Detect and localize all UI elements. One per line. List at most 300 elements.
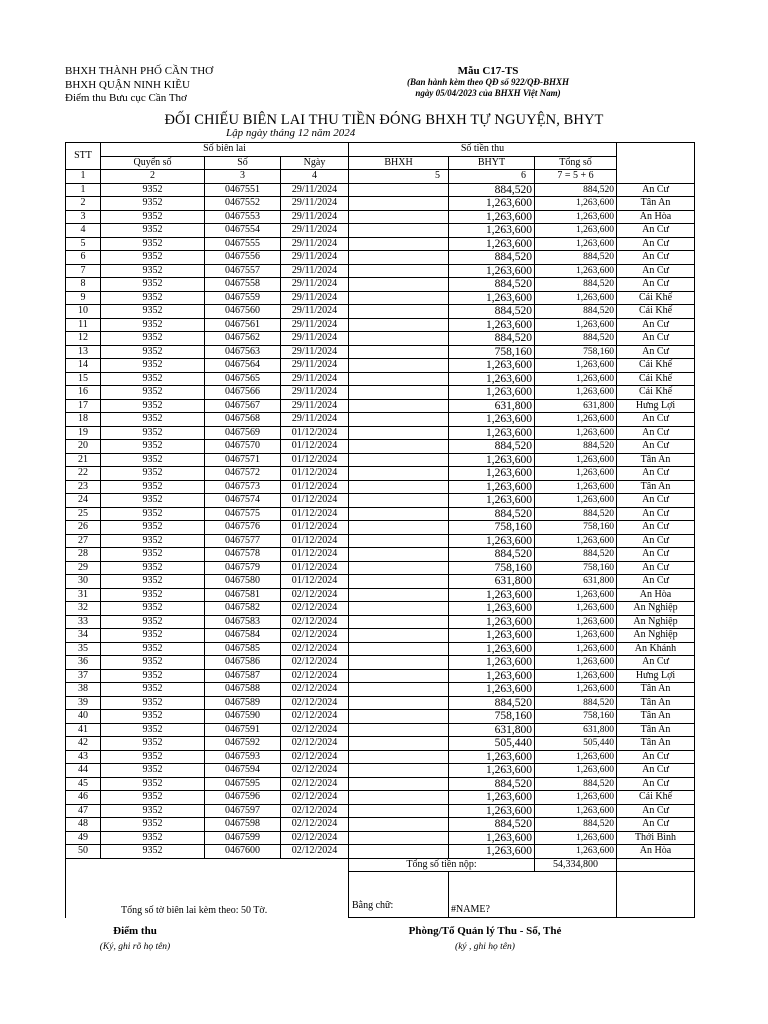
row-tong-so: 1,263,600 (535, 237, 617, 251)
row-dia-chi: An Cư (617, 251, 695, 265)
row-ngay: 01/12/2024 (281, 548, 349, 562)
table-row (66, 791, 695, 805)
table-row (66, 359, 695, 373)
row-bhxh (349, 561, 449, 575)
row-so: 0467551 (205, 183, 281, 197)
row-quyen-so: 9352 (101, 251, 205, 265)
row-ngay: 02/12/2024 (281, 656, 349, 670)
row-tong-so: 1,263,600 (535, 197, 617, 211)
row-dia-chi: An Cư (617, 332, 695, 346)
table-row (66, 183, 695, 197)
col-header-so-bien-lai: Số biên lai (101, 143, 349, 157)
row-stt: 36 (66, 656, 101, 670)
table-row (66, 480, 695, 494)
row-so: 0467575 (205, 507, 281, 521)
row-bhxh (349, 804, 449, 818)
page-title: ĐỐI CHIẾU BIÊN LAI THU TIỀN ĐÓNG BHXH TỰ NGUYỆN, BHYT (164, 112, 604, 128)
table-row (66, 723, 695, 737)
row-stt: 48 (66, 818, 101, 832)
row-ngay: 29/11/2024 (281, 318, 349, 332)
row-dia-chi: An Cư (617, 764, 695, 778)
table-row (66, 548, 695, 562)
row-bhyt: 1,263,600 (449, 750, 535, 764)
row-tong-so: 1,263,600 (535, 669, 617, 683)
row-dia-chi: An Cư (617, 318, 695, 332)
row-stt: 41 (66, 723, 101, 737)
row-ngay: 01/12/2024 (281, 426, 349, 440)
row-quyen-so: 9352 (101, 278, 205, 292)
row-stt: 42 (66, 737, 101, 751)
row-quyen-so: 9352 (101, 804, 205, 818)
row-stt: 17 (66, 399, 101, 413)
table-row (66, 629, 695, 643)
row-so: 0467574 (205, 494, 281, 508)
row-tong-so: 1,263,600 (535, 629, 617, 643)
row-bhxh (349, 845, 449, 859)
row-tong-so: 1,263,600 (535, 426, 617, 440)
row-quyen-so: 9352 (101, 818, 205, 832)
row-stt: 16 (66, 386, 101, 400)
row-stt: 46 (66, 791, 101, 805)
row-stt: 10 (66, 305, 101, 319)
table-row (66, 534, 695, 548)
row-tong-so: 1,263,600 (535, 683, 617, 697)
row-tong-so: 631,800 (535, 399, 617, 413)
row-stt: 43 (66, 750, 101, 764)
row-quyen-so: 9352 (101, 426, 205, 440)
row-bhyt: 884,520 (449, 183, 535, 197)
row-ngay: 01/12/2024 (281, 494, 349, 508)
row-stt: 20 (66, 440, 101, 454)
col-header-tong-so: Tổng số (535, 156, 617, 170)
table-row (66, 345, 695, 359)
row-stt: 13 (66, 345, 101, 359)
row-quyen-so: 9352 (101, 399, 205, 413)
row-bhxh (349, 278, 449, 292)
row-quyen-so: 9352 (101, 561, 205, 575)
row-so: 0467591 (205, 723, 281, 737)
row-ngay: 29/11/2024 (281, 291, 349, 305)
row-tong-so: 758,160 (535, 561, 617, 575)
row-stt: 40 (66, 710, 101, 724)
row-stt: 15 (66, 372, 101, 386)
row-stt: 23 (66, 480, 101, 494)
col-index-5: 5 (349, 170, 449, 184)
row-stt: 8 (66, 278, 101, 292)
row-quyen-so: 9352 (101, 845, 205, 859)
row-quyen-so: 9352 (101, 831, 205, 845)
row-bhyt: 1,263,600 (449, 426, 535, 440)
row-dia-chi: Cái Khế (617, 305, 695, 319)
row-dia-chi: An Cư (617, 534, 695, 548)
row-ngay: 29/11/2024 (281, 264, 349, 278)
row-so: 0467595 (205, 777, 281, 791)
row-bhyt: 1,263,600 (449, 615, 535, 629)
row-tong-so: 884,520 (535, 278, 617, 292)
table-row (66, 669, 695, 683)
row-quyen-so: 9352 (101, 453, 205, 467)
table-row (66, 413, 695, 427)
row-quyen-so: 9352 (101, 656, 205, 670)
row-stt: 25 (66, 507, 101, 521)
row-dia-chi: An Cư (617, 507, 695, 521)
row-quyen-so: 9352 (101, 615, 205, 629)
row-quyen-so: 9352 (101, 440, 205, 454)
row-dia-chi: An Cư (617, 183, 695, 197)
row-bhyt: 758,160 (449, 710, 535, 724)
row-bhxh (349, 831, 449, 845)
row-stt: 31 (66, 588, 101, 602)
row-quyen-so: 9352 (101, 507, 205, 521)
table-row (66, 764, 695, 778)
row-bhxh (349, 575, 449, 589)
row-dia-chi: Cái Khế (617, 386, 695, 400)
row-quyen-so: 9352 (101, 318, 205, 332)
row-stt: 29 (66, 561, 101, 575)
row-bhyt: 884,520 (449, 548, 535, 562)
row-bhxh (349, 737, 449, 751)
row-ngay: 01/12/2024 (281, 575, 349, 589)
org-header (65, 65, 213, 106)
row-so: 0467598 (205, 818, 281, 832)
row-bhxh (349, 183, 449, 197)
row-ngay: 29/11/2024 (281, 359, 349, 373)
amount-in-words-label: Bằng chữ: (352, 900, 394, 911)
row-ngay: 29/11/2024 (281, 197, 349, 211)
row-stt: 30 (66, 575, 101, 589)
row-dia-chi: Tân An (617, 480, 695, 494)
table-row (66, 750, 695, 764)
row-dia-chi: Tân An (617, 683, 695, 697)
table-row (66, 683, 695, 697)
row-bhxh (349, 399, 449, 413)
row-bhxh (349, 210, 449, 224)
row-quyen-so: 9352 (101, 494, 205, 508)
row-quyen-so: 9352 (101, 534, 205, 548)
signature-phong-quan-ly-title: Phòng/Tổ Quản lý Thu - Sổ, Thẻ (408, 925, 562, 937)
row-bhyt: 1,263,600 (449, 494, 535, 508)
row-tong-so: 884,520 (535, 548, 617, 562)
row-bhyt: 1,263,600 (449, 264, 535, 278)
col-header-dia-chi (617, 143, 695, 184)
row-tong-so: 1,263,600 (535, 480, 617, 494)
form-code-block (380, 66, 596, 99)
row-tong-so: 1,263,600 (535, 791, 617, 805)
row-so: 0467599 (205, 831, 281, 845)
signature-phong-quan-ly-note: (ký , ghi họ tên) (455, 942, 515, 952)
signature-phong-quan-ly (395, 925, 575, 952)
row-tong-so: 1,263,600 (535, 615, 617, 629)
col-index-7: 7 = 5 + 6 (535, 170, 617, 184)
row-ngay: 29/11/2024 (281, 251, 349, 265)
row-so: 0467578 (205, 548, 281, 562)
row-bhxh (349, 224, 449, 238)
row-so: 0467566 (205, 386, 281, 400)
row-bhyt: 884,520 (449, 507, 535, 521)
row-dia-chi: Tân An (617, 737, 695, 751)
row-quyen-so: 9352 (101, 467, 205, 481)
row-ngay: 29/11/2024 (281, 237, 349, 251)
page-subtitle: Lập ngày tháng 12 năm 2024 (226, 127, 356, 139)
row-bhxh (349, 237, 449, 251)
row-tong-so: 631,800 (535, 723, 617, 737)
row-tong-so: 1,263,600 (535, 602, 617, 616)
row-tong-so: 884,520 (535, 251, 617, 265)
row-dia-chi: Tân An (617, 710, 695, 724)
table-row (66, 467, 695, 481)
row-bhyt: 884,520 (449, 251, 535, 265)
attached-count-text: Tổng số tờ biên lai kèm theo: 50 Tờ. (121, 904, 268, 916)
row-bhyt: 1,263,600 (449, 791, 535, 805)
row-quyen-so: 9352 (101, 602, 205, 616)
row-so: 0467600 (205, 845, 281, 859)
row-tong-so: 1,263,600 (535, 588, 617, 602)
row-ngay: 29/11/2024 (281, 210, 349, 224)
row-ngay: 29/11/2024 (281, 332, 349, 346)
row-stt: 28 (66, 548, 101, 562)
row-so: 0467582 (205, 602, 281, 616)
col-index-3: 3 (205, 170, 281, 184)
row-stt: 18 (66, 413, 101, 427)
row-dia-chi: An Cư (617, 426, 695, 440)
row-so: 0467555 (205, 237, 281, 251)
row-bhyt: 758,160 (449, 345, 535, 359)
row-tong-so: 884,520 (535, 507, 617, 521)
row-bhxh (349, 440, 449, 454)
row-tong-so: 884,520 (535, 818, 617, 832)
row-bhyt: 1,263,600 (449, 642, 535, 656)
row-ngay: 02/12/2024 (281, 818, 349, 832)
row-so: 0467581 (205, 588, 281, 602)
org-line-2: BHXH QUẬN NINH KIỀU (65, 78, 190, 91)
row-dia-chi: An Cư (617, 345, 695, 359)
table-row (66, 278, 695, 292)
row-ngay: 01/12/2024 (281, 534, 349, 548)
row-quyen-so: 9352 (101, 588, 205, 602)
row-dia-chi: Cái Khế (617, 791, 695, 805)
row-so: 0467597 (205, 804, 281, 818)
row-so: 0467596 (205, 791, 281, 805)
row-dia-chi: An Cư (617, 575, 695, 589)
row-ngay: 01/12/2024 (281, 467, 349, 481)
table-row (66, 521, 695, 535)
row-ngay: 29/11/2024 (281, 372, 349, 386)
totals-extra (617, 858, 695, 872)
row-quyen-so: 9352 (101, 737, 205, 751)
row-ngay: 01/12/2024 (281, 507, 349, 521)
row-so: 0467592 (205, 737, 281, 751)
row-bhyt: 631,800 (449, 723, 535, 737)
row-bhyt: 1,263,600 (449, 480, 535, 494)
row-tong-so: 1,263,600 (535, 804, 617, 818)
row-dia-chi: An Cư (617, 777, 695, 791)
row-ngay: 02/12/2024 (281, 845, 349, 859)
row-ngay: 02/12/2024 (281, 777, 349, 791)
row-stt: 39 (66, 696, 101, 710)
row-dia-chi: An Cư (617, 224, 695, 238)
row-tong-so: 1,263,600 (535, 494, 617, 508)
row-tong-so: 884,520 (535, 440, 617, 454)
row-stt: 27 (66, 534, 101, 548)
row-so: 0467571 (205, 453, 281, 467)
row-so: 0467554 (205, 224, 281, 238)
table-row (66, 426, 695, 440)
row-dia-chi: An Cư (617, 494, 695, 508)
row-stt: 37 (66, 669, 101, 683)
row-tong-so: 1,263,600 (535, 386, 617, 400)
row-ngay: 02/12/2024 (281, 642, 349, 656)
row-dia-chi: Tân An (617, 696, 695, 710)
row-tong-so: 884,520 (535, 777, 617, 791)
row-tong-so: 1,263,600 (535, 764, 617, 778)
row-ngay: 01/12/2024 (281, 453, 349, 467)
row-stt: 38 (66, 683, 101, 697)
row-stt: 6 (66, 251, 101, 265)
row-dia-chi: An Hòa (617, 845, 695, 859)
row-stt: 26 (66, 521, 101, 535)
table-row (66, 777, 695, 791)
row-so: 0467587 (205, 669, 281, 683)
row-so: 0467584 (205, 629, 281, 643)
table-row (66, 845, 695, 859)
row-quyen-so: 9352 (101, 224, 205, 238)
row-so: 0467565 (205, 372, 281, 386)
totals-value: 54,334,800 (535, 858, 617, 872)
row-bhyt: 884,520 (449, 777, 535, 791)
row-dia-chi: Thới Bình (617, 831, 695, 845)
row-ngay: 29/11/2024 (281, 399, 349, 413)
row-bhxh (349, 197, 449, 211)
row-tong-so: 884,520 (535, 305, 617, 319)
col-header-so: Số (205, 156, 281, 170)
row-so: 0467573 (205, 480, 281, 494)
row-tong-so: 1,263,600 (535, 318, 617, 332)
row-stt: 14 (66, 359, 101, 373)
row-bhxh (349, 305, 449, 319)
row-so: 0467557 (205, 264, 281, 278)
row-tong-so: 631,800 (535, 575, 617, 589)
row-bhyt: 1,263,600 (449, 224, 535, 238)
row-so: 0467580 (205, 575, 281, 589)
row-bhxh (349, 777, 449, 791)
row-so: 0467572 (205, 467, 281, 481)
row-bhyt: 884,520 (449, 696, 535, 710)
col-index-2: 2 (101, 170, 205, 184)
amount-in-words-extra (617, 872, 695, 918)
row-so: 0467593 (205, 750, 281, 764)
form-code: Mẫu C17-TS (457, 65, 519, 77)
row-dia-chi: An Cư (617, 264, 695, 278)
row-bhyt: 1,263,600 (449, 210, 535, 224)
row-ngay: 02/12/2024 (281, 804, 349, 818)
row-dia-chi: Tân An (617, 723, 695, 737)
table-row (66, 332, 695, 346)
row-tong-so: 1,263,600 (535, 656, 617, 670)
table-row (66, 804, 695, 818)
row-dia-chi: An Nghiệp (617, 602, 695, 616)
row-tong-so: 884,520 (535, 332, 617, 346)
row-dia-chi: An Cư (617, 750, 695, 764)
row-bhxh (349, 629, 449, 643)
row-so: 0467589 (205, 696, 281, 710)
table-row (66, 237, 695, 251)
row-dia-chi: An Khánh (617, 642, 695, 656)
row-bhxh (349, 588, 449, 602)
row-bhyt: 1,263,600 (449, 386, 535, 400)
row-stt: 44 (66, 764, 101, 778)
table-row (66, 318, 695, 332)
row-stt: 45 (66, 777, 101, 791)
row-stt: 50 (66, 845, 101, 859)
row-dia-chi: An Cư (617, 278, 695, 292)
row-so: 0467568 (205, 413, 281, 427)
col-header-bhyt: BHYT (449, 156, 535, 170)
row-stt: 49 (66, 831, 101, 845)
row-bhxh (349, 615, 449, 629)
row-stt: 9 (66, 291, 101, 305)
row-tong-so: 884,520 (535, 183, 617, 197)
row-dia-chi: Cái Khế (617, 372, 695, 386)
row-dia-chi: An Hòa (617, 210, 695, 224)
row-stt: 12 (66, 332, 101, 346)
table-row (66, 386, 695, 400)
row-bhyt: 1,263,600 (449, 804, 535, 818)
row-bhyt: 758,160 (449, 521, 535, 535)
row-dia-chi: An Cư (617, 521, 695, 535)
row-bhxh (349, 723, 449, 737)
row-dia-chi: An Cư (617, 818, 695, 832)
table-row (66, 642, 695, 656)
row-bhyt: 1,263,600 (449, 764, 535, 778)
row-bhxh (349, 386, 449, 400)
org-line-1: BHXH THÀNH PHỐ CẦN THƠ (65, 65, 214, 77)
row-quyen-so: 9352 (101, 642, 205, 656)
row-dia-chi: An Cư (617, 548, 695, 562)
row-dia-chi: An Cư (617, 656, 695, 670)
col-index-6: 6 (449, 170, 535, 184)
row-bhyt: 1,263,600 (449, 372, 535, 386)
amount-in-words (349, 872, 449, 918)
row-so: 0467579 (205, 561, 281, 575)
row-bhxh (349, 818, 449, 832)
table-row (66, 656, 695, 670)
row-bhxh (349, 521, 449, 535)
row-ngay: 01/12/2024 (281, 561, 349, 575)
row-tong-so: 1,263,600 (535, 534, 617, 548)
row-bhxh (349, 426, 449, 440)
row-quyen-so: 9352 (101, 521, 205, 535)
row-quyen-so: 9352 (101, 696, 205, 710)
col-header-bhxh: BHXH (349, 156, 449, 170)
row-bhyt: 1,263,600 (449, 629, 535, 643)
row-stt: 33 (66, 615, 101, 629)
table-row (66, 224, 695, 238)
row-ngay: 02/12/2024 (281, 588, 349, 602)
row-ngay: 01/12/2024 (281, 480, 349, 494)
row-bhxh (349, 318, 449, 332)
row-ngay: 29/11/2024 (281, 305, 349, 319)
row-dia-chi: An Nghiệp (617, 615, 695, 629)
row-stt: 21 (66, 453, 101, 467)
row-stt: 34 (66, 629, 101, 643)
row-tong-so: 1,263,600 (535, 413, 617, 427)
signature-diem-thu-title: Điểm thu (113, 925, 157, 937)
row-ngay: 01/12/2024 (281, 521, 349, 535)
row-ngay: 02/12/2024 (281, 602, 349, 616)
row-quyen-so: 9352 (101, 629, 205, 643)
row-ngay: 02/12/2024 (281, 723, 349, 737)
row-dia-chi: Cái Khế (617, 359, 695, 373)
